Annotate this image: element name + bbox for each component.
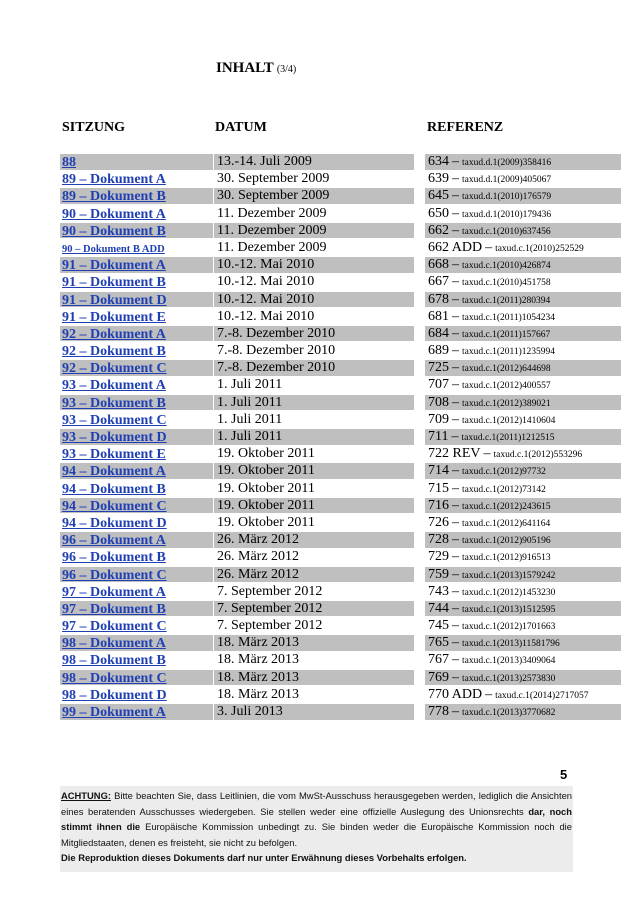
sitzung-link[interactable]: 94 – Dokument C — [62, 498, 167, 514]
referenz-cell — [425, 377, 621, 393]
sitzung-cell — [60, 567, 213, 583]
referenz-dash: – — [452, 188, 459, 204]
referenz-dash: – — [452, 618, 459, 634]
table-row — [0, 256, 638, 273]
sitzung-link[interactable]: 98 – Dokument B — [62, 653, 166, 668]
referenz-number: 684 — [428, 325, 449, 341]
table-row — [0, 531, 638, 548]
referenz-cell — [425, 567, 621, 583]
datum-cell: 7. September 2012 — [217, 618, 323, 634]
referenz-number: 715 — [428, 480, 449, 496]
sitzung-link[interactable]: 90 – Dokument B — [62, 223, 166, 239]
referenz-number: 681 — [428, 308, 449, 324]
referenz-cell — [425, 532, 621, 548]
referenz-code: taxud.c.1(2011)1212515 — [461, 433, 555, 443]
referenz-dash: – — [452, 222, 459, 238]
referenz-dash: – — [452, 394, 459, 410]
referenz-number: 744 — [428, 600, 449, 616]
datum-cell: 11. Dezember 2009 — [217, 205, 327, 221]
referenz-dash: – — [452, 514, 459, 530]
sitzung-link[interactable]: 88 — [62, 155, 76, 170]
referenz-cell — [425, 206, 621, 222]
sitzung-link[interactable]: 99 – Dokument A — [62, 705, 166, 720]
sitzung-cell — [60, 206, 213, 222]
referenz-number: 711 — [428, 429, 449, 444]
sitzung-cell — [60, 549, 213, 565]
sitzung-cell — [60, 188, 213, 204]
referenz-cell — [425, 360, 621, 376]
datum-cell: 18. März 2013 — [214, 670, 414, 686]
table-row — [0, 462, 638, 479]
referenz-dash: – — [452, 480, 459, 496]
sitzung-link[interactable]: 94 – Dokument B — [62, 481, 166, 497]
sitzung-link[interactable]: 96 – Dokument C — [62, 567, 167, 582]
referenz-dash: – — [485, 686, 493, 702]
sitzung-link[interactable]: 96 – Dokument B — [62, 550, 166, 565]
sitzung-link[interactable]: 98 – Dokument A — [62, 636, 166, 651]
sitzung-link[interactable]: 89 – Dokument B — [62, 189, 166, 204]
table-row — [0, 394, 638, 411]
sitzung-link[interactable]: 93 – Dokument D — [62, 430, 167, 445]
referenz-cell — [425, 618, 621, 634]
referenz-code: taxud.c.1(2010)637456 — [462, 226, 551, 237]
table-row — [0, 651, 638, 668]
table-row — [0, 239, 638, 256]
sitzung-link[interactable]: 93 – Dokument B — [62, 395, 166, 411]
page-number: 5 — [560, 767, 568, 782]
referenz-number: 726 — [428, 514, 449, 530]
table-row — [0, 205, 638, 222]
table-row — [0, 480, 638, 497]
table-row — [0, 325, 638, 342]
referenz-dash: – — [452, 154, 459, 169]
referenz-code: taxud.c.1(2013)1512595 — [462, 604, 556, 615]
referenz-number: 678 — [428, 291, 449, 307]
sitzung-link[interactable]: 90 – Dokument A — [62, 206, 166, 222]
column-header-referenz: REFERENZ — [427, 120, 504, 135]
referenz-dash: – — [452, 635, 459, 651]
referenz-cell — [425, 549, 621, 565]
referenz-dash: – — [452, 669, 459, 685]
disclaimer-warning-label: ACHTUNG: — [61, 790, 111, 801]
sitzung-cell — [60, 704, 213, 720]
referenz-number: 689 — [428, 343, 449, 359]
referenz-code: taxud.c.1(2012)97732 — [462, 467, 546, 478]
referenz-dash: – — [452, 308, 459, 324]
sitzung-cell — [60, 584, 213, 600]
referenz-cell — [425, 670, 621, 686]
referenz-dash: – — [452, 171, 459, 187]
referenz-number: 650 — [428, 205, 449, 221]
page-title-text: INHALT — [216, 60, 274, 76]
datum-cell: 26. März 2012 — [214, 567, 414, 583]
referenz-dash: – — [452, 257, 459, 273]
page-title-subtitle: (3/4) — [276, 64, 297, 75]
referenz-code: taxud.c.1(2011)157667 — [462, 329, 551, 340]
referenz-dash: – — [452, 549, 459, 565]
datum-cell: 3. Juli 2013 — [214, 704, 414, 720]
referenz-code: taxud.c.1(2012)243615 — [462, 501, 551, 512]
sitzung-cell — [60, 154, 213, 170]
disclaimer-text-bold: dar, noch stimmt ihnen die — [61, 805, 572, 832]
referenz-number: 769 — [428, 669, 449, 685]
table-row — [0, 514, 638, 531]
referenz-number: 707 — [428, 377, 449, 393]
sitzung-link[interactable]: 97 – Dokument C — [62, 619, 167, 634]
sitzung-cell — [60, 377, 213, 393]
datum-cell: 1. Juli 2011 — [214, 395, 414, 411]
sitzung-cell — [60, 446, 213, 462]
referenz-cell — [425, 326, 621, 342]
page-title — [216, 60, 296, 77]
datum-cell: 1. Juli 2011 — [217, 377, 283, 393]
referenz-cell — [425, 481, 621, 497]
datum-cell: 19. Oktober 2011 — [214, 463, 414, 479]
datum-cell: 11. Dezember 2009 — [217, 239, 327, 255]
table-row — [0, 634, 638, 651]
sitzung-cell — [60, 171, 213, 187]
referenz-code: taxud.c.1(2013)2573830 — [462, 673, 556, 684]
datum-cell: 19. Oktober 2011 — [217, 480, 315, 496]
table-row — [0, 187, 638, 204]
table-row — [0, 445, 638, 462]
sitzung-cell — [60, 687, 213, 703]
referenz-dash: – — [452, 343, 459, 359]
table-row — [0, 583, 638, 600]
sitzung-link[interactable]: 92 – Dokument A — [62, 326, 166, 342]
referenz-cell — [425, 343, 621, 359]
datum-cell: 18. März 2013 — [214, 635, 414, 651]
sitzung-link[interactable]: 92 – Dokument C — [62, 361, 167, 376]
sitzung-cell — [60, 412, 213, 428]
referenz-dash: – — [452, 704, 459, 719]
sitzung-cell — [60, 532, 213, 548]
sitzung-link[interactable]: 91 – Dokument D — [62, 292, 167, 307]
sitzung-cell — [60, 343, 213, 359]
datum-cell: 11. Dezember 2009 — [214, 223, 414, 239]
datum-cell: 7.-8. Dezember 2010 — [217, 343, 336, 359]
referenz-number: 662 ADD — [428, 239, 483, 255]
sitzung-link[interactable]: 98 – Dokument D — [62, 687, 167, 703]
sitzung-link[interactable]: 94 – Dokument D — [62, 515, 167, 531]
referenz-code: taxud.c.1(2012)553296 — [493, 450, 583, 461]
referenz-number: 668 — [428, 257, 449, 273]
referenz-dash: – — [452, 532, 459, 548]
datum-cell: 1. Juli 2011 — [217, 411, 283, 427]
referenz-code: taxud.c.1(2012)1701663 — [462, 622, 556, 633]
referenz-dash: – — [452, 600, 459, 616]
referenz-code: taxud.d.1(2010)179436 — [462, 209, 552, 220]
sitzung-cell — [60, 481, 213, 497]
referenz-cell — [425, 704, 621, 720]
referenz-number: 743 — [428, 583, 449, 599]
table-row — [0, 170, 638, 187]
referenz-number: 725 — [428, 360, 449, 376]
referenz-code: taxud.c.1(2011)280394 — [462, 295, 551, 306]
referenz-number: 645 — [428, 188, 449, 204]
sitzung-cell — [60, 274, 213, 290]
referenz-dash: – — [485, 239, 493, 255]
sitzung-link[interactable]: 94 – Dokument A — [62, 464, 166, 479]
session-table — [0, 153, 638, 720]
referenz-cell — [425, 309, 621, 325]
table-row — [0, 273, 638, 290]
sitzung-cell — [60, 515, 213, 531]
referenz-code: taxud.c.1(2010)426874 — [462, 261, 551, 272]
sitzung-cell — [60, 395, 213, 411]
sitzung-link[interactable]: 93 – Dokument C — [62, 412, 167, 428]
referenz-number: 634 — [428, 154, 449, 169]
datum-cell: 7. September 2012 — [217, 583, 323, 599]
referenz-cell — [425, 154, 621, 170]
sitzung-link[interactable]: 91 – Dokument B — [62, 275, 166, 290]
sitzung-cell — [60, 326, 213, 342]
datum-cell: 10.-12. Mai 2010 — [217, 274, 315, 290]
referenz-cell — [425, 429, 621, 445]
column-header-sitzung: SITZUNG — [62, 120, 126, 135]
referenz-dash: – — [451, 429, 459, 444]
table-row — [0, 428, 638, 445]
disclaimer-text-2: Europäische Kommission unbedingt zu. Sie binden weder die Europäische Kommission noch die Mitgliedstaaten, denen es freisteht, sie nicht zu befolgen. — [61, 821, 572, 848]
referenz-code: taxud.d.1(2009)405067 — [462, 175, 552, 186]
sitzung-cell — [60, 257, 213, 273]
referenz-cell — [425, 463, 621, 479]
table-row — [0, 686, 638, 703]
referenz-number: 716 — [428, 497, 449, 513]
sitzung-link[interactable]: 91 – Dokument A — [62, 258, 166, 273]
referenz-dash: – — [452, 274, 459, 290]
table-row — [0, 617, 638, 634]
referenz-cell — [425, 652, 621, 668]
referenz-code: taxud.c.1(2011)1235994 — [462, 347, 556, 358]
referenz-number: 778 — [428, 704, 449, 719]
datum-cell: 7.-8. Dezember 2010 — [214, 360, 414, 376]
referenz-dash: – — [452, 377, 459, 393]
referenz-dash: – — [452, 566, 459, 582]
sitzung-cell — [60, 618, 213, 634]
referenz-number: 639 — [428, 171, 449, 187]
referenz-code: taxud.c.1(2012)644698 — [462, 364, 551, 375]
referenz-number: 770 ADD — [428, 686, 483, 702]
referenz-code: taxud.c.1(2010)252529 — [495, 243, 584, 254]
table-row — [0, 703, 638, 720]
referenz-number: 662 — [428, 222, 449, 238]
referenz-cell — [425, 584, 621, 600]
table-row — [0, 411, 638, 428]
sitzung-link[interactable]: 97 – Dokument A — [62, 584, 166, 600]
referenz-cell — [425, 274, 621, 290]
referenz-dash: – — [452, 583, 459, 599]
referenz-number: 714 — [428, 463, 449, 479]
referenz-code: taxud.c.1(2013)3770682 — [462, 708, 556, 718]
referenz-number: 709 — [428, 411, 449, 427]
table-row — [0, 342, 638, 359]
sitzung-cell — [60, 670, 213, 686]
referenz-cell — [425, 395, 621, 411]
datum-cell: 7.-8. Dezember 2010 — [214, 326, 414, 342]
referenz-cell — [425, 412, 621, 428]
referenz-code: taxud.c.1(2012)641164 — [462, 518, 551, 529]
datum-cell: 10.-12. Mai 2010 — [214, 292, 414, 308]
referenz-dash: – — [452, 291, 459, 307]
disclaimer-text-1: Bitte beachten Sie, dass Leitlinien, die vom MwSt-Ausschuss herausgegeben werden, lediglich die Ansichten eines beratenden Ausschusses wiedergeben. Sie stellen weder eine offizielle Auslegung des Unionsrechts — [61, 790, 572, 817]
table-row — [0, 222, 638, 239]
sitzung-cell — [60, 463, 213, 479]
datum-cell: 30. September 2009 — [214, 188, 414, 204]
sitzung-cell — [60, 652, 213, 668]
referenz-number: 708 — [428, 394, 449, 410]
sitzung-link[interactable]: 96 – Dokument A — [62, 533, 166, 548]
datum-cell: 13.-14. Juli 2009 — [214, 154, 414, 170]
datum-cell: 7. September 2012 — [214, 601, 414, 617]
referenz-dash: – — [452, 325, 459, 341]
referenz-cell — [425, 635, 621, 651]
datum-cell: 18. März 2013 — [217, 686, 300, 702]
referenz-cell — [425, 601, 621, 617]
referenz-code: taxud.c.1(2013)11581796 — [462, 639, 560, 650]
referenz-dash: – — [452, 652, 459, 668]
sitzung-link[interactable]: 98 – Dokument C — [62, 670, 167, 686]
datum-cell: 26. März 2012 — [217, 549, 300, 565]
sitzung-cell — [60, 292, 213, 308]
datum-cell: 10.-12. Mai 2010 — [214, 257, 414, 273]
disclaimer-reproduction-note: Die Reproduktion dieses Dokuments darf nur unter Erwähnung dieses Vorbehalts erfolgen. — [61, 852, 467, 863]
referenz-number: 667 — [428, 274, 449, 290]
sitzung-cell — [60, 498, 213, 514]
referenz-code: taxud.c.1(2012)1453230 — [462, 587, 556, 598]
referenz-code: taxud.d.1(2009)358416 — [462, 158, 552, 168]
datum-cell: 1. Juli 2011 — [214, 429, 414, 445]
datum-cell: 26. März 2012 — [214, 532, 414, 548]
sitzung-link[interactable]: 91 – Dokument E — [62, 309, 166, 325]
sitzung-link[interactable]: 93 – Dokument E — [62, 447, 166, 462]
referenz-code: taxud.c.1(2012)389021 — [462, 398, 551, 409]
table-row — [0, 600, 638, 617]
referenz-dash: – — [452, 360, 459, 376]
disclaimer-box — [60, 786, 573, 872]
referenz-number: 765 — [428, 635, 449, 651]
sitzung-cell — [60, 360, 213, 376]
sitzung-link[interactable]: 97 – Dokument B — [62, 601, 166, 617]
referenz-dash: – — [452, 411, 459, 427]
referenz-cell — [425, 240, 621, 256]
referenz-cell — [425, 171, 621, 187]
referenz-code: taxud.c.1(2012)905196 — [462, 536, 551, 547]
sitzung-cell — [60, 635, 213, 651]
sitzung-cell — [60, 429, 213, 445]
datum-cell: 18. März 2013 — [217, 652, 300, 668]
referenz-code: taxud.c.1(2012)1410604 — [462, 415, 556, 426]
referenz-number: 729 — [428, 549, 449, 565]
sitzung-link[interactable]: 93 – Dokument A — [62, 378, 166, 393]
referenz-code: taxud.c.1(2012)400557 — [462, 381, 551, 392]
referenz-code: taxud.c.1(2013)1579242 — [462, 570, 556, 581]
sitzung-cell — [60, 601, 213, 617]
table-row — [0, 359, 638, 376]
referenz-cell — [425, 257, 621, 273]
referenz-cell — [425, 292, 621, 308]
referenz-code: taxud.d.1(2010)176579 — [462, 192, 552, 203]
referenz-cell — [425, 188, 621, 204]
table-row — [0, 308, 638, 325]
referenz-dash: – — [452, 497, 459, 513]
table-row — [0, 153, 638, 170]
table-row — [0, 376, 638, 393]
datum-cell: 19. Oktober 2011 — [217, 514, 315, 530]
referenz-code: taxud.c.1(2014)2717057 — [495, 690, 589, 701]
sitzung-link[interactable]: 92 – Dokument B — [62, 344, 166, 359]
referenz-number: 722 REV — [428, 446, 481, 462]
table-row — [0, 291, 638, 308]
datum-cell: 30. September 2009 — [217, 171, 330, 187]
datum-cell: 19. Oktober 2011 — [217, 446, 315, 462]
sitzung-cell — [60, 240, 213, 256]
column-header-datum: DATUM — [215, 120, 267, 135]
referenz-code: taxud.c.1(2012)73142 — [462, 484, 546, 495]
referenz-code: taxud.c.1(2011)1054234 — [462, 312, 556, 323]
datum-cell: 19. Oktober 2011 — [214, 498, 414, 514]
referenz-code: taxud.c.1(2012)916513 — [462, 553, 551, 564]
referenz-dash: – — [452, 205, 459, 221]
sitzung-link[interactable]: 89 – Dokument A — [62, 172, 166, 187]
datum-cell: 10.-12. Mai 2010 — [217, 308, 315, 324]
referenz-number: 728 — [428, 532, 449, 548]
referenz-cell — [425, 515, 621, 531]
referenz-dash: – — [452, 463, 459, 479]
referenz-code: taxud.c.1(2013)3409064 — [462, 656, 556, 667]
referenz-number: 767 — [428, 652, 449, 668]
referenz-cell — [425, 446, 621, 462]
table-row — [0, 566, 638, 583]
sitzung-link[interactable]: 90 – Dokument B ADD — [62, 243, 165, 255]
table-row — [0, 497, 638, 514]
table-row — [0, 669, 638, 686]
referenz-dash: – — [483, 446, 491, 462]
referenz-cell — [425, 687, 621, 703]
referenz-number: 759 — [428, 566, 449, 582]
table-row — [0, 548, 638, 565]
referenz-code: taxud.c.1(2010)451758 — [462, 278, 551, 289]
referenz-number: 745 — [428, 618, 449, 634]
sitzung-cell — [60, 309, 213, 325]
sitzung-cell — [60, 223, 213, 239]
referenz-cell — [425, 223, 621, 239]
referenz-cell — [425, 498, 621, 514]
